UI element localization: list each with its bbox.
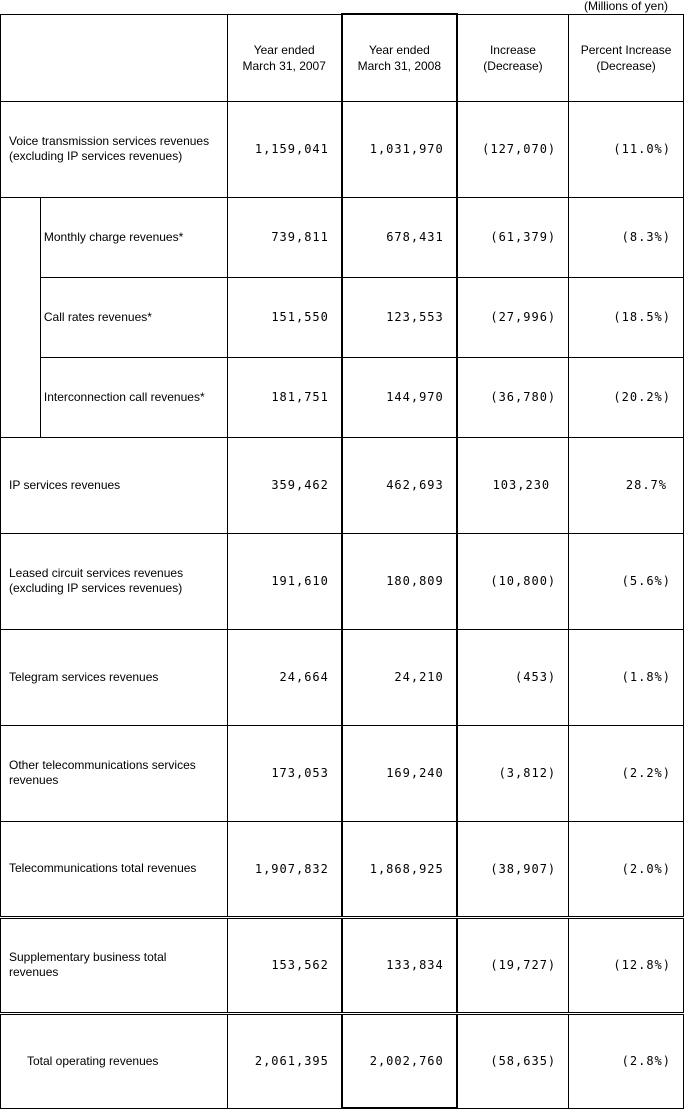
value-change: (3,812)	[457, 725, 569, 821]
row-label: Supplementary business total revenues	[1, 917, 228, 1013]
header-change: Increase (Decrease)	[457, 14, 569, 101]
table-row-telegram	[1, 629, 684, 725]
value-2008: 144,970	[342, 357, 457, 437]
table-row-total	[1, 1013, 684, 1108]
value-change: (27,996)	[457, 277, 569, 357]
value-2007: 739,811	[227, 197, 342, 277]
value-percent: (11.0%)	[569, 101, 684, 197]
table-row-monthly	[1, 197, 684, 277]
table-row-ip	[1, 437, 684, 533]
row-label: Interconnection call revenues*	[40, 357, 227, 437]
revenue-table	[0, 13, 684, 1109]
value-2007: 173,053	[227, 725, 342, 821]
header-2007: Year ended March 31, 2007	[227, 14, 342, 101]
value-change: (127,070)	[457, 101, 569, 197]
value-2008: 678,431	[342, 197, 457, 277]
row-label: IP services revenues	[1, 437, 228, 533]
value-change: (61,379)	[457, 197, 569, 277]
value-2007: 1,159,041	[227, 101, 342, 197]
value-percent: (2.8%)	[569, 1013, 684, 1108]
value-2007: 191,610	[227, 533, 342, 629]
value-2007: 1,907,832	[227, 821, 342, 917]
row-label: Voice transmission services revenues (excluding IP services revenues)	[1, 101, 228, 197]
value-2008: 169,240	[342, 725, 457, 821]
value-change: (19,727)	[457, 917, 569, 1013]
row-label: Leased circuit services revenues (excluding IP services revenues)	[1, 533, 228, 629]
table-row-interconnect	[1, 357, 684, 437]
header-row	[1, 14, 684, 101]
table-row-other	[1, 725, 684, 821]
value-2008: 123,553	[342, 277, 457, 357]
value-percent: (2.0%)	[569, 821, 684, 917]
value-2008: 180,809	[342, 533, 457, 629]
row-label: Other telecommunications services revenues	[1, 725, 228, 821]
header-percent: Percent Increase (Decrease)	[569, 14, 684, 101]
value-percent: (20.2%)	[569, 357, 684, 437]
header-blank	[1, 14, 228, 101]
row-label: Telegram services revenues	[1, 629, 228, 725]
value-percent: (12.8%)	[569, 917, 684, 1013]
table-row-call	[1, 277, 684, 357]
value-change: 103,230	[457, 437, 569, 533]
value-2008: 133,834	[342, 917, 457, 1013]
value-change: (10,800)	[457, 533, 569, 629]
value-percent: (18.5%)	[569, 277, 684, 357]
row-label: Call rates revenues*	[40, 277, 227, 357]
value-2007: 2,061,395	[227, 1013, 342, 1108]
value-2008: 24,210	[342, 629, 457, 725]
table-row-supplementary	[1, 917, 684, 1013]
value-percent: (1.8%)	[569, 629, 684, 725]
row-label: Total operating revenues	[1, 1013, 228, 1108]
header-2008: Year ended March 31, 2008	[342, 14, 457, 101]
value-2008: 1,031,970	[342, 101, 457, 197]
value-change: (58,635)	[457, 1013, 569, 1108]
value-2007: 359,462	[227, 437, 342, 533]
unit-note: (Millions of yen)	[583, 0, 668, 13]
value-change: (453)	[457, 629, 569, 725]
indent-spacer	[1, 197, 41, 437]
value-change: (36,780)	[457, 357, 569, 437]
value-2007: 24,664	[227, 629, 342, 725]
value-2007: 151,550	[227, 277, 342, 357]
table-row-leased	[1, 533, 684, 629]
value-2007: 181,751	[227, 357, 342, 437]
value-2008: 1,868,925	[342, 821, 457, 917]
row-label: Monthly charge revenues*	[40, 197, 227, 277]
table-row-voice	[1, 101, 684, 197]
value-change: (38,907)	[457, 821, 569, 917]
table-row-telecom-total	[1, 821, 684, 917]
value-percent: (2.2%)	[569, 725, 684, 821]
value-percent: 28.7%	[569, 437, 684, 533]
value-2008: 2,002,760	[342, 1013, 457, 1108]
value-2008: 462,693	[342, 437, 457, 533]
value-2007: 153,562	[227, 917, 342, 1013]
row-label: Telecommunications total revenues	[1, 821, 228, 917]
value-percent: (8.3%)	[569, 197, 684, 277]
value-percent: (5.6%)	[569, 533, 684, 629]
